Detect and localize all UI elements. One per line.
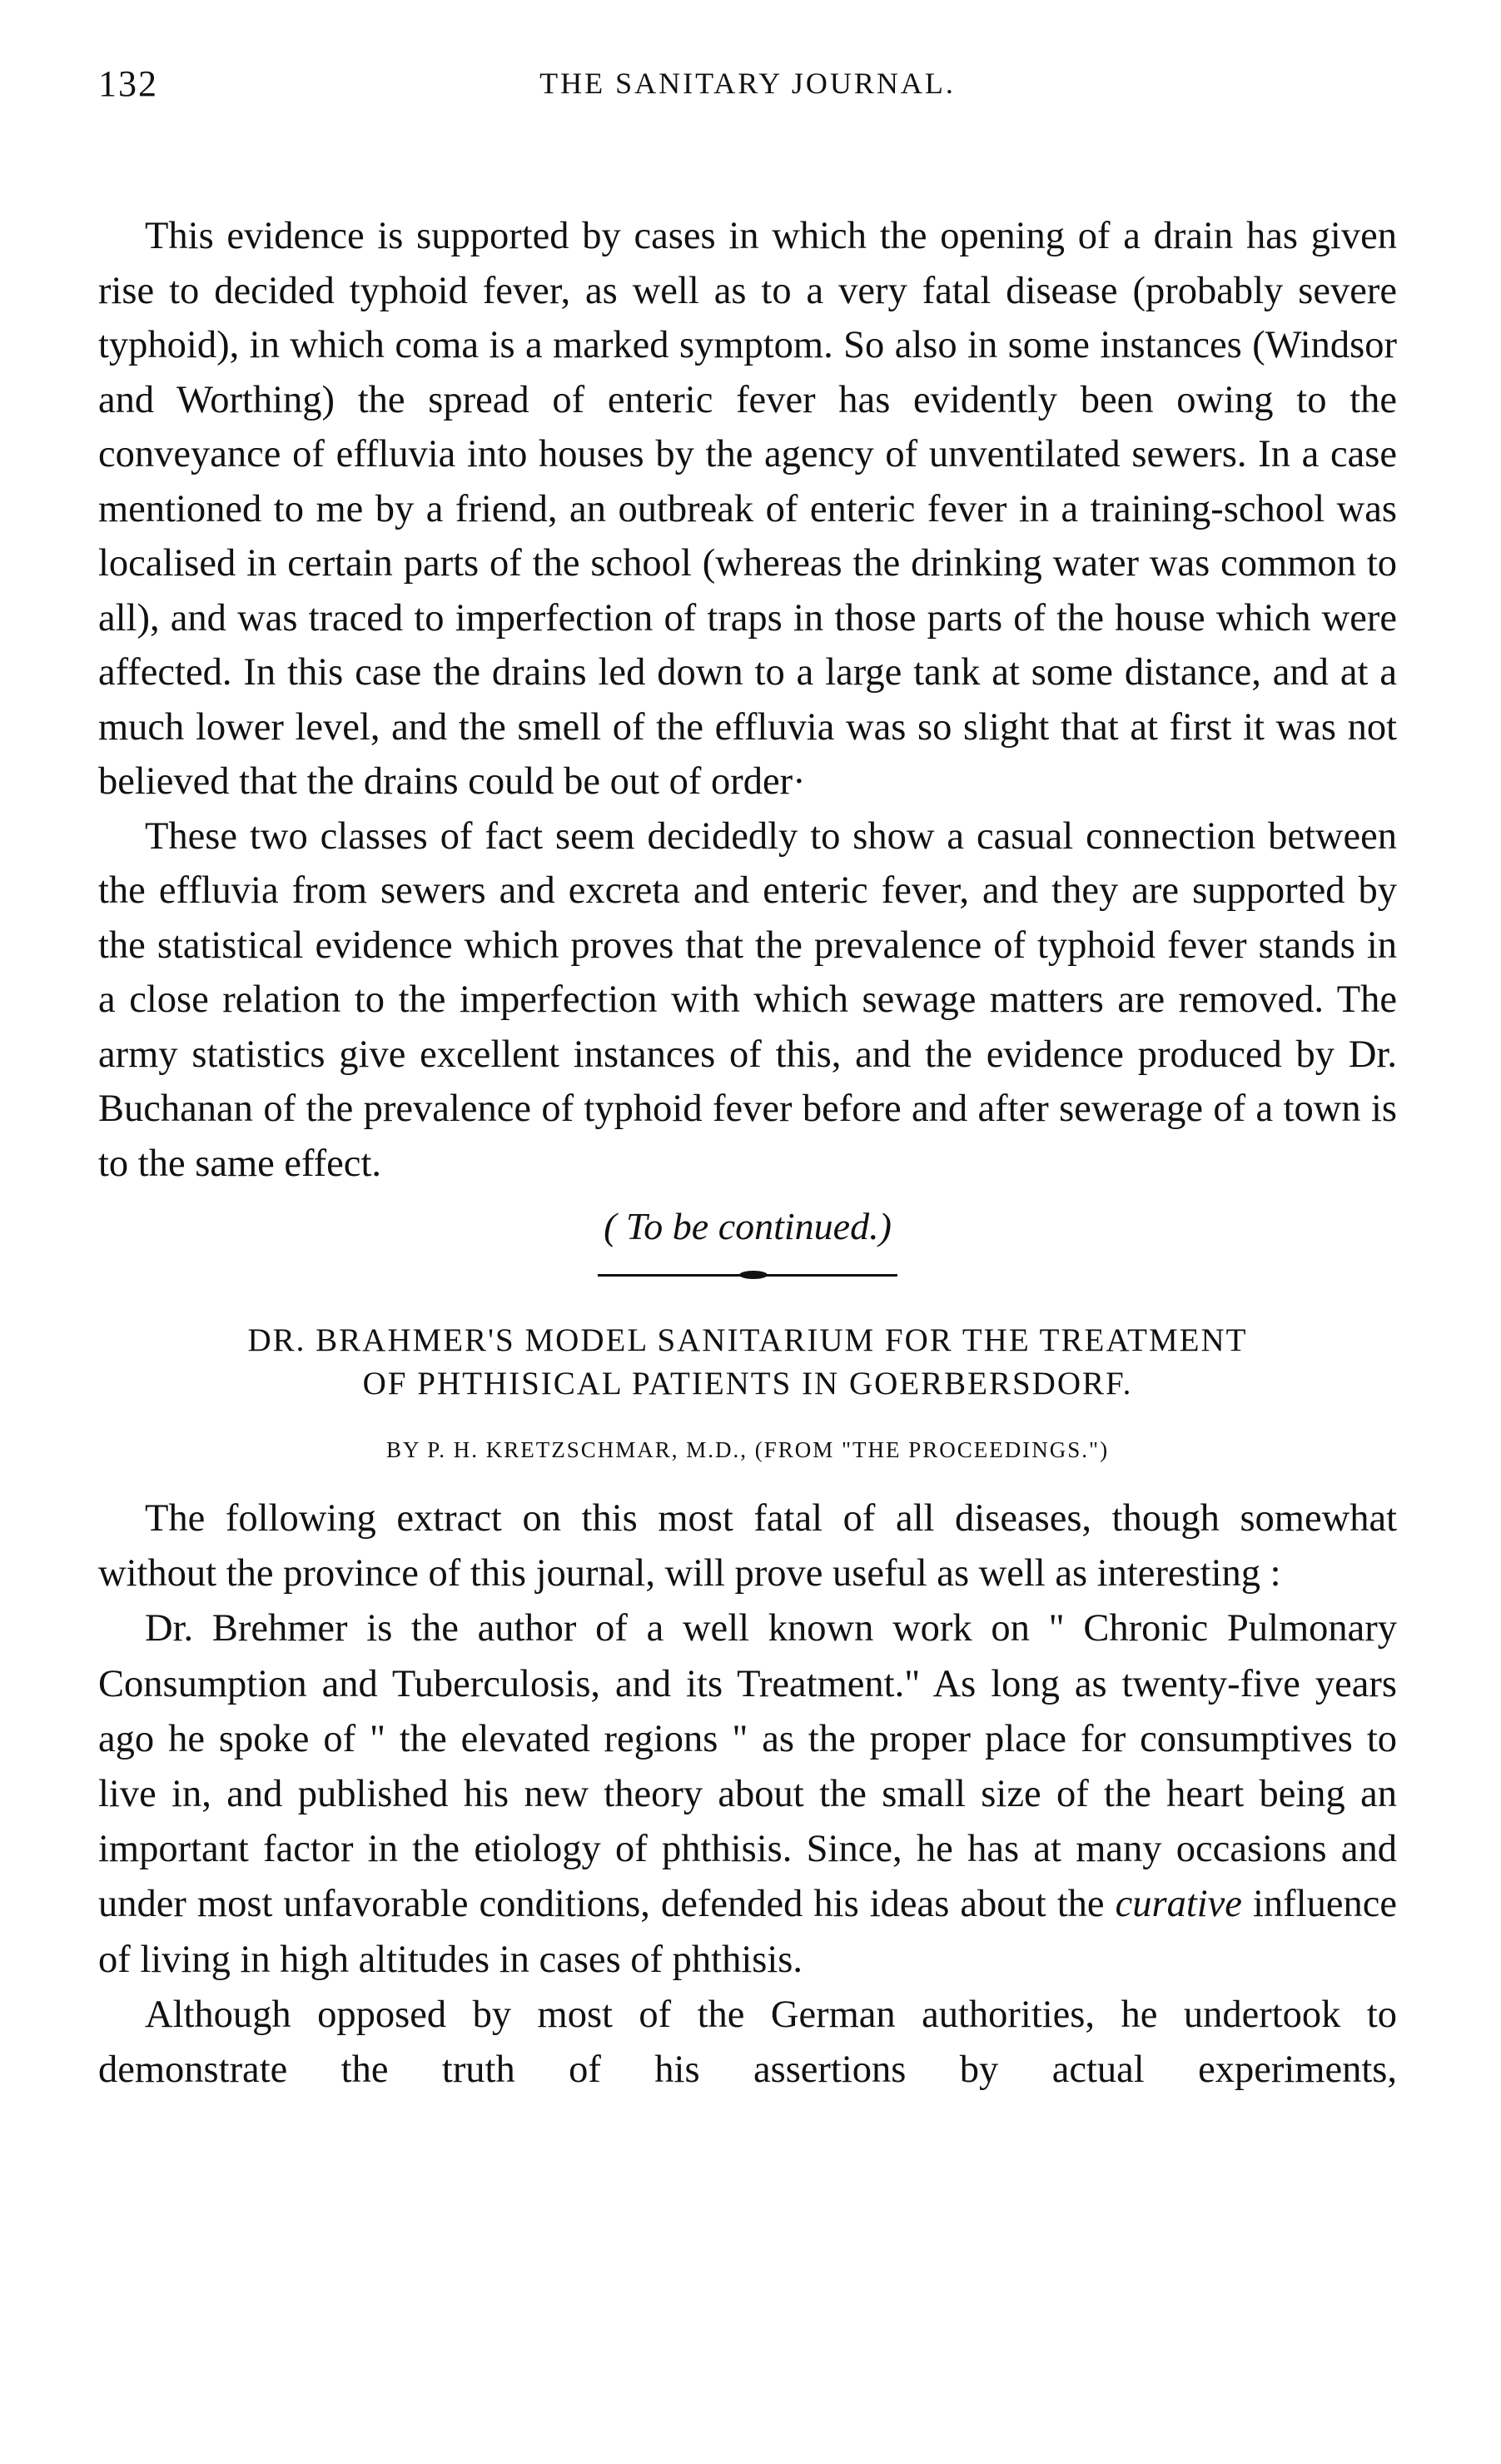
journal-title: THE SANITARY JOURNAL. xyxy=(539,67,956,100)
article-title-line-1: DR. BRAHMER'S MODEL SANITARIUM FOR THE TREATMENT xyxy=(247,1322,1248,1358)
article-byline: BY P. H. KRETZSCHMAR, M.D., (FROM "THE PROCEEDINGS.") xyxy=(385,1437,1110,1462)
paragraph: These two classes of fact seem decidedly to show a casual connection between the effluvia from sewers and excreta and enteric fever, and they are supported by the statistical evidence which proves that the prevalence of typhoid fever stands in a close relation to the imperfection with which sewage matters are removed. The army statistics give excellent instances of this, and the evidence produced by Dr. Buchanan of the prevalence of typhoid fever before and after sewerage of a town is to the same effect. xyxy=(98,814,1397,1185)
paragraph: The following extract on this most fatal of all diseases, though somewhat without the province of this journal, will prove useful as well as interesting : xyxy=(98,1497,1397,1595)
book-page xyxy=(98,62,1397,2098)
running-head xyxy=(98,62,1397,112)
italic-emphasis: curative xyxy=(1115,1883,1242,1926)
section-divider-ornament xyxy=(598,1269,897,1281)
article-title xyxy=(98,1319,1397,1406)
paragraph: This evidence is supported by cases in which the opening of a drain has given rise to decided typhoid fever, as well as to a very fatal disease (probably severe typhoid), in which coma is a marked symptom. So also in some instances (Windsor and Worthing) the spread of enteric fever has evidently been owing to the conveyance of effluvia into houses by the agency of unventilated sewers. In a case mentioned to me by a friend, an outbreak of enteric fever in a training-school was localised in certain parts of the school (whereas the drinking water was common to all), and was traced to imperfection of traps in those parts of the house which were affected. In this case the drains led down to a large tank at some distance, and at a much lower level, and the smell of the effluvia was so slight that at first it was not believed that the drains could be out of order· xyxy=(98,215,1397,803)
article-body xyxy=(98,1491,1397,2098)
article-title-line-2: OF PHTHISICAL PATIENTS IN GOERBERSDORF. xyxy=(362,1366,1133,1401)
paragraph-text: influence of living in high altitudes in cases of phthisis. xyxy=(98,1883,1397,1981)
paragraph: Although opposed by most of the German authorities, he undertook to demonstrate the truth of his assertions by actual experiments, xyxy=(98,1993,1397,2092)
continued-note: ( To be continued.) xyxy=(604,1205,892,1247)
previous-article-conclusion xyxy=(98,209,1397,1256)
paragraph xyxy=(98,1601,1397,1987)
paragraph-text: Dr. Brehmer is the author of a well known work on " Chronic Pulmonary Consumption and Tuberculosis, and its Treatment." As long as twenty-five years ago he spoke of " the elevated regions " as the proper place for consumptives to live in, and published his new theory about the small size of the heart being an important factor in the etiology of phthisis. Since, he has at many occasions and under most unfavorable conditions, defended his ideas about the xyxy=(98,1607,1397,1926)
page-number: 132 xyxy=(98,63,158,104)
